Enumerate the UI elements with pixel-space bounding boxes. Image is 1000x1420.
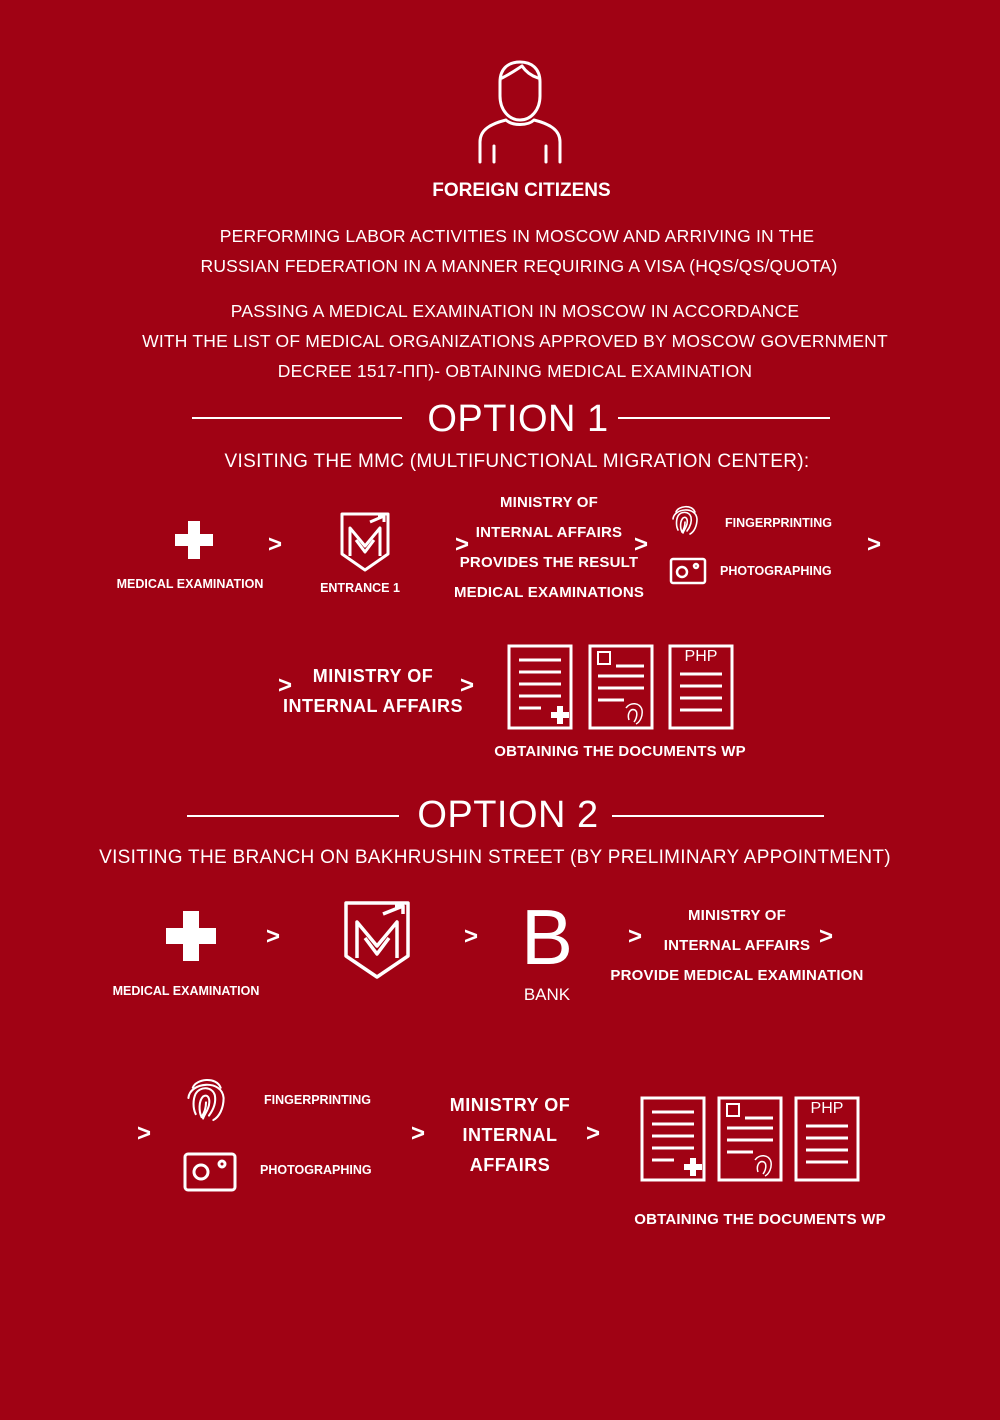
photographing-label: PHOTOGRAPHING <box>260 1163 372 1177</box>
arrow: > <box>464 923 479 950</box>
option2-title: OPTION 2 <box>417 794 599 836</box>
arrow: > <box>137 1120 152 1147</box>
medical-exam-label: MEDICAL EXAMINATION <box>112 984 260 998</box>
ministry-line-4: MEDICAL EXAMINATIONS <box>453 584 645 601</box>
option1-title: OPTION 1 <box>427 398 609 440</box>
arrow: > <box>628 923 643 950</box>
divider-right <box>612 815 824 817</box>
option2-subtitle: VISITING THE BRANCH ON BAKHRUSHIN STREET (BY PRELIMINARY APPOINTMENT) <box>99 847 891 868</box>
entrance-label: ENTRANCE 1 <box>320 581 400 595</box>
ministry2-line-1: MINISTRY OF <box>312 666 434 686</box>
intro-line-2: RUSSIAN FEDERATION IN A MANNER REQUIRING A VISA (HQS/QS/QUOTA) <box>200 256 838 276</box>
fingerprint-document-icon <box>588 644 654 730</box>
camera-icon <box>183 1152 237 1192</box>
ministry-line-2: INTERNAL AFFAIRS <box>663 937 811 954</box>
arrow: > <box>266 923 281 950</box>
fingerprinting-label: FINGERPRINTING <box>725 516 832 530</box>
medical-cross-icon <box>166 911 216 961</box>
php-badge: PHP <box>684 648 718 665</box>
arrow: > <box>268 531 283 558</box>
bank-letter: B <box>520 893 574 981</box>
ministry2-line-2: INTERNAL AFFAIRS <box>282 696 463 716</box>
fingerprint-icon <box>670 502 700 536</box>
arrow: > <box>455 531 470 558</box>
fingerprint-document-icon <box>717 1096 783 1182</box>
divider-left <box>187 815 399 817</box>
option1-subtitle: VISITING THE MMC (MULTIFUNCTIONAL MIGRATION CENTER): <box>224 451 810 472</box>
ministry2-line-1: MINISTRY OF <box>449 1095 571 1115</box>
arrow: > <box>586 1120 601 1147</box>
ministry-line-1: MINISTRY OF <box>687 907 787 924</box>
fingerprint-icon <box>184 1072 228 1124</box>
intro-line-4: WITH THE LIST OF MEDICAL ORGANIZATIONS APPROVED BY MOSCOW GOVERNMENT <box>142 331 888 351</box>
documents-label: OBTAINING THE DOCUMENTS WP <box>494 743 746 760</box>
camera-icon <box>669 557 707 585</box>
medical-cross-icon <box>175 521 213 559</box>
ministry-line-2: INTERNAL AFFAIRS <box>475 524 623 541</box>
documents-label: OBTAINING THE DOCUMENTS WP <box>634 1211 886 1228</box>
arrow: > <box>278 672 293 699</box>
divider-left <box>192 417 402 419</box>
arrow: > <box>819 923 834 950</box>
ministry2-line-2: INTERNAL <box>462 1125 558 1145</box>
arrow: > <box>634 531 649 558</box>
intro-line-3: PASSING A MEDICAL EXAMINATION IN MOSCOW IN ACCORDANCE <box>230 301 800 321</box>
arrow: > <box>867 531 882 558</box>
php-badge: PHP <box>810 1100 844 1117</box>
medical-exam-label: MEDICAL EXAMINATION <box>116 577 264 591</box>
mmc-shield-icon <box>343 900 411 980</box>
ministry2-line-3: AFFAIRS <box>469 1155 551 1175</box>
mmc-shield-icon <box>340 512 390 572</box>
intro-line-1: PERFORMING LABOR ACTIVITIES IN MOSCOW AND ARRIVING IN THE <box>219 226 815 246</box>
arrow: > <box>460 672 475 699</box>
ministry-line-3: PROVIDE MEDICAL EXAMINATION <box>610 967 864 984</box>
arrow: > <box>411 1120 426 1147</box>
ministry-line-3: PROVIDES THE RESULT <box>459 554 639 571</box>
medical-document-icon <box>507 644 573 730</box>
medical-document-icon <box>640 1096 706 1182</box>
bank-label: BANK <box>523 985 571 1004</box>
ministry-line-1: MINISTRY OF <box>499 494 599 511</box>
intro-line-5: DECREE 1517-ПП)- OBTAINING MEDICAL EXAMINATION <box>277 361 753 381</box>
photographing-label: PHOTOGRAPHING <box>720 564 832 578</box>
person-icon <box>476 58 564 166</box>
page-title: FOREIGN CITIZENS <box>432 180 611 201</box>
divider-right <box>618 417 830 419</box>
fingerprinting-label: FINGERPRINTING <box>264 1093 371 1107</box>
